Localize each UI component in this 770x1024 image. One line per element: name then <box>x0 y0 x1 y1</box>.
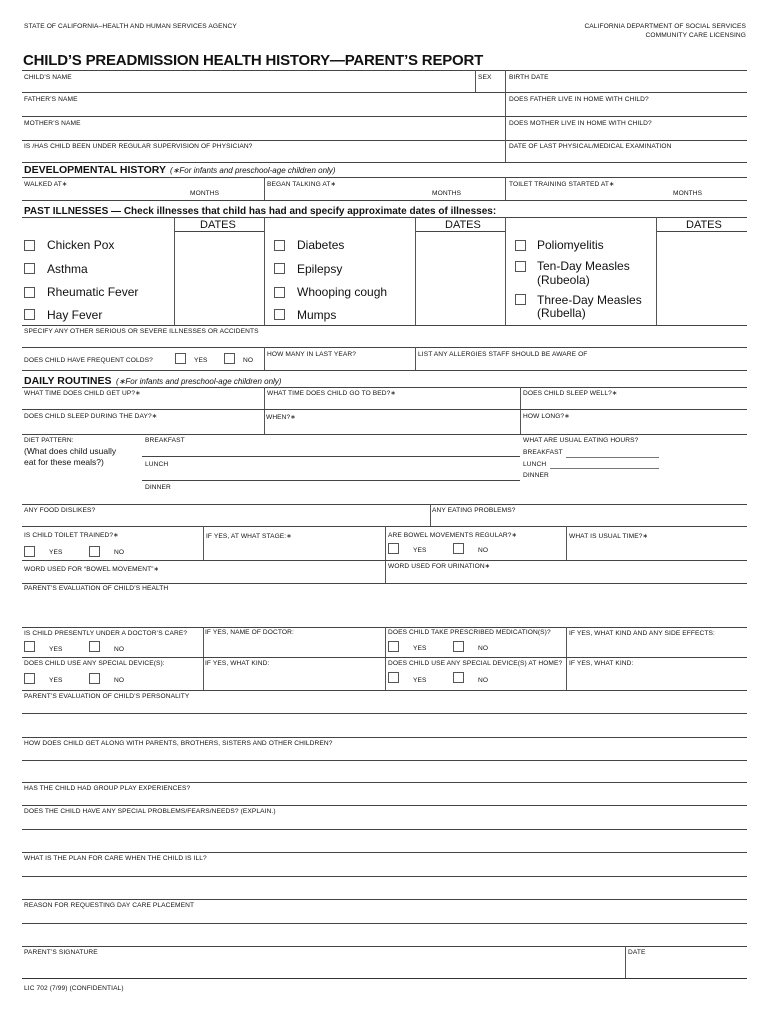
mumps-label: Mumps <box>297 308 337 322</box>
birth-date-label: BIRTH DATE <box>509 74 549 81</box>
reason-label: REASON FOR REQUESTING DAY CARE PLACEMENT <box>24 902 195 909</box>
child-name-field[interactable] <box>24 80 474 91</box>
colds-how-many-label: HOW MANY IN LAST YEAR? <box>267 351 357 358</box>
device-label: DOES CHILD USE ANY SPECIAL DEVICE(S): <box>24 660 165 667</box>
agency-right-1: CALIFORNIA DEPARTMENT OF SOCIAL SERVICES <box>584 23 746 30</box>
date-label: DATE <box>628 949 646 956</box>
bowel-yes-label: YES <box>413 547 427 554</box>
medication-yes-checkbox[interactable] <box>388 641 399 652</box>
colds-yes-label: YES <box>194 357 208 364</box>
device-home-yes-label: YES <box>413 677 427 684</box>
eating-hours-label: WHAT ARE USUAL EATING HOURS? <box>523 437 639 444</box>
chicken-pox-label: Chicken Pox <box>47 238 115 252</box>
device-yes-checkbox[interactable] <box>24 673 35 684</box>
asthma-checkbox[interactable] <box>24 263 35 274</box>
toilet-months: MONTHS <box>673 190 703 197</box>
signature-field[interactable] <box>24 958 622 976</box>
how-long-label: HOW LONG?∗ <box>523 413 570 420</box>
bowel-yes-checkbox[interactable] <box>388 543 399 554</box>
talking-months: MONTHS <box>432 190 462 197</box>
sex-label: SEX <box>478 74 492 81</box>
signature-label: PARENT’S SIGNATURE <box>24 949 98 956</box>
doctor-care-label: IS CHILD PRESENTLY UNDER A DOCTOR’S CARE? <box>24 630 188 637</box>
special-needs-label: DOES THE CHILD HAVE ANY SPECIAL PROBLEMS/FEARS/NEEDS? (EXPLAIN.) <box>24 808 276 815</box>
device-kind-label: IF YES, WHAT KIND: <box>205 660 270 667</box>
device-yes-label: YES <box>49 677 63 684</box>
daily-note: (∗For infants and preschool-age children only) <box>116 377 282 386</box>
sleep-well-label: DOES CHILD SLEEP WELL?∗ <box>523 390 618 397</box>
eating-dinner-label: DINNER <box>523 472 549 479</box>
three-day-measles-checkbox[interactable] <box>515 294 526 305</box>
doctor-yes-label: YES <box>49 646 63 653</box>
bowel-no-checkbox[interactable] <box>453 543 464 554</box>
dates-header-3: DATES <box>686 219 722 231</box>
get-along-label: HOW DOES CHILD GET ALONG WITH PARENTS, BROTHERS, SISTERS AND OTHER CHILDREN? <box>24 740 333 747</box>
rubeola-label: (Rubeola) <box>537 273 590 287</box>
device-no-label: NO <box>114 677 125 684</box>
device-home-no-checkbox[interactable] <box>453 672 464 683</box>
talking-label: BEGAN TALKING AT∗ <box>267 181 337 188</box>
poliomyelitis-checkbox[interactable] <box>515 240 526 251</box>
eating-problems-label: ANY EATING PROBLEMS? <box>432 507 516 514</box>
device-home-kind-label: IF YES, WHAT KIND: <box>569 660 634 667</box>
mother-name-label: MOTHER’S NAME <box>24 120 81 127</box>
frequent-colds-label: DOES CHILD HAVE FREQUENT COLDS? <box>24 357 153 364</box>
walked-months: MONTHS <box>190 190 220 197</box>
form-id: LIC 702 (7/99) (CONFIDENTIAL) <box>24 985 124 992</box>
device-home-no-label: NO <box>478 677 489 684</box>
eval-personality-label: PARENT’S EVALUATION OF CHILD’S PERSONALITY <box>24 693 190 700</box>
toilet-yes-checkbox[interactable] <box>24 546 35 557</box>
developmental-note: (∗For infants and preschool-age children only) <box>170 166 336 175</box>
diabetes-label: Diabetes <box>297 238 345 252</box>
chicken-pox-checkbox[interactable] <box>24 240 35 251</box>
device-home-yes-checkbox[interactable] <box>388 672 399 683</box>
word-bowel-label: WORD USED FOR “BOWEL MOVEMENT”∗ <box>24 566 160 573</box>
colds-no-checkbox[interactable] <box>224 353 235 364</box>
when-label: WHEN?∗ <box>266 414 296 421</box>
whooping-cough-checkbox[interactable] <box>274 287 285 298</box>
last-exam-label: DATE OF LAST PHYSICAL/MEDICAL EXAMINATION <box>509 143 672 150</box>
medication-kind-label: IF YES, WHAT KIND AND ANY SIDE EFFECTS: <box>569 630 715 637</box>
dinner-label: DINNER <box>145 484 171 491</box>
hay-fever-label: Hay Fever <box>47 308 103 322</box>
get-up-label: WHAT TIME DOES CHILD GET UP?∗ <box>24 390 141 397</box>
dates-header-2: DATES <box>445 219 481 231</box>
medication-yes-label: YES <box>413 645 427 652</box>
hay-fever-checkbox[interactable] <box>24 309 35 320</box>
diet-pattern-label: DIET PATTERN: <box>24 437 74 444</box>
eating-lunch-label: LUNCH <box>523 461 547 468</box>
toilet-stage-label: IF YES, AT WHAT STAGE:∗ <box>206 533 292 540</box>
father-name-label: FATHER’S NAME <box>24 96 78 103</box>
mumps-checkbox[interactable] <box>274 309 285 320</box>
father-live-label: DOES FATHER LIVE IN HOME WITH CHILD? <box>509 96 649 103</box>
form-title: CHILD’S PREADMISSION HEALTH HISTORY—PARENT’S REPORT <box>23 52 484 69</box>
lunch-label: LUNCH <box>145 461 169 468</box>
allergies-label: LIST ANY ALLERGIES STAFF SHOULD BE AWARE OF <box>418 351 588 358</box>
agency-right-2: COMMUNITY CARE LICENSING <box>645 32 746 39</box>
breakfast-label: BREAKFAST <box>145 437 185 444</box>
developmental-heading: DEVELOPMENTAL HISTORY <box>24 164 166 176</box>
usual-time-label: WHAT IS USUAL TIME?∗ <box>569 533 649 540</box>
asthma-label: Asthma <box>47 262 88 276</box>
mother-live-label: DOES MOTHER LIVE IN HOME WITH CHILD? <box>509 120 652 127</box>
other-illnesses-label: SPECIFY ANY OTHER SERIOUS OR SEVERE ILLNESSES OR ACCIDENTS <box>24 328 259 335</box>
bowel-regular-label: ARE BOWEL MOVEMENTS REGULAR?∗ <box>388 532 518 539</box>
word-urination-label: WORD USED FOR URINATION∗ <box>388 563 491 570</box>
bed-time-label: WHAT TIME DOES CHILD GO TO BED?∗ <box>267 390 397 397</box>
medication-no-label: NO <box>478 645 489 652</box>
diabetes-checkbox[interactable] <box>274 240 285 251</box>
walked-label: WALKED AT∗ <box>24 181 68 188</box>
device-no-checkbox[interactable] <box>89 673 100 684</box>
poliomyelitis-label: Poliomyelitis <box>537 238 604 252</box>
whooping-cough-label: Whooping cough <box>297 285 388 299</box>
three-day-measles-label: Three-Day Measles <box>537 293 642 307</box>
physician-label: IS /HAS CHILD BEEN UNDER REGULAR SUPERVISION OF PHYSICIAN? <box>24 143 253 150</box>
illnesses-heading: PAST ILLNESSES — Check illnesses that child has had and specify approximate dates of illnesses: <box>24 206 497 217</box>
rubella-label: (Rubella) <box>537 306 586 320</box>
diet-question-2: eat for these meals?) <box>24 457 104 467</box>
dates-header-1: DATES <box>200 219 236 231</box>
medication-label: DOES CHILD TAKE PRESCRIBED MEDICATION(S)? <box>388 629 551 636</box>
daily-heading: DAILY ROUTINES <box>24 375 112 387</box>
food-dislikes-label: ANY FOOD DISLIKES? <box>24 507 96 514</box>
epilepsy-label: Epilepsy <box>297 262 343 276</box>
epilepsy-checkbox[interactable] <box>274 263 285 274</box>
colds-no-label: NO <box>243 357 254 364</box>
child-name-label: CHILD’S NAME <box>24 74 72 81</box>
device-home-label: DOES CHILD USE ANY SPECIAL DEVICE(S) AT HOME? <box>388 660 563 667</box>
ill-plan-label: WHAT IS THE PLAN FOR CARE WHEN THE CHILD IS ILL? <box>24 855 207 862</box>
doctor-no-checkbox[interactable] <box>89 641 100 652</box>
eval-health-label: PARENT’S EVALUATION OF CHILD’S HEALTH <box>24 585 169 592</box>
group-play-label: HAS THE CHILD HAD GROUP PLAY EXPERIENCES? <box>24 785 191 792</box>
doctor-yes-checkbox[interactable] <box>24 641 35 652</box>
ten-day-measles-checkbox[interactable] <box>515 261 526 272</box>
diet-question-1: (What does child usually <box>24 446 117 456</box>
doctor-name-label: IF YES, NAME OF DOCTOR: <box>205 629 294 636</box>
toilet-training-label: TOILET TRAINING STARTED AT∗ <box>509 181 615 188</box>
doctor-no-label: NO <box>114 646 125 653</box>
ten-day-measles-label: Ten-Day Measles <box>537 259 630 273</box>
agency-left: STATE OF CALIFORNIA–HEALTH AND HUMAN SERVICES AGENCY <box>24 23 237 30</box>
eating-breakfast-label: BREAKFAST <box>523 449 563 456</box>
medication-no-checkbox[interactable] <box>453 641 464 652</box>
toilet-yes-label: YES <box>49 549 63 556</box>
bowel-no-label: NO <box>478 547 489 554</box>
toilet-no-label: NO <box>114 549 125 556</box>
colds-yes-checkbox[interactable] <box>175 353 186 364</box>
rheumatic-fever-checkbox[interactable] <box>24 287 35 298</box>
rheumatic-fever-label: Rheumatic Fever <box>47 285 139 299</box>
toilet-no-checkbox[interactable] <box>89 546 100 557</box>
sleep-day-label: DOES CHILD SLEEP DURING THE DAY?∗ <box>24 413 158 420</box>
toilet-trained-label: IS CHILD TOILET TRAINED?∗ <box>24 532 119 539</box>
